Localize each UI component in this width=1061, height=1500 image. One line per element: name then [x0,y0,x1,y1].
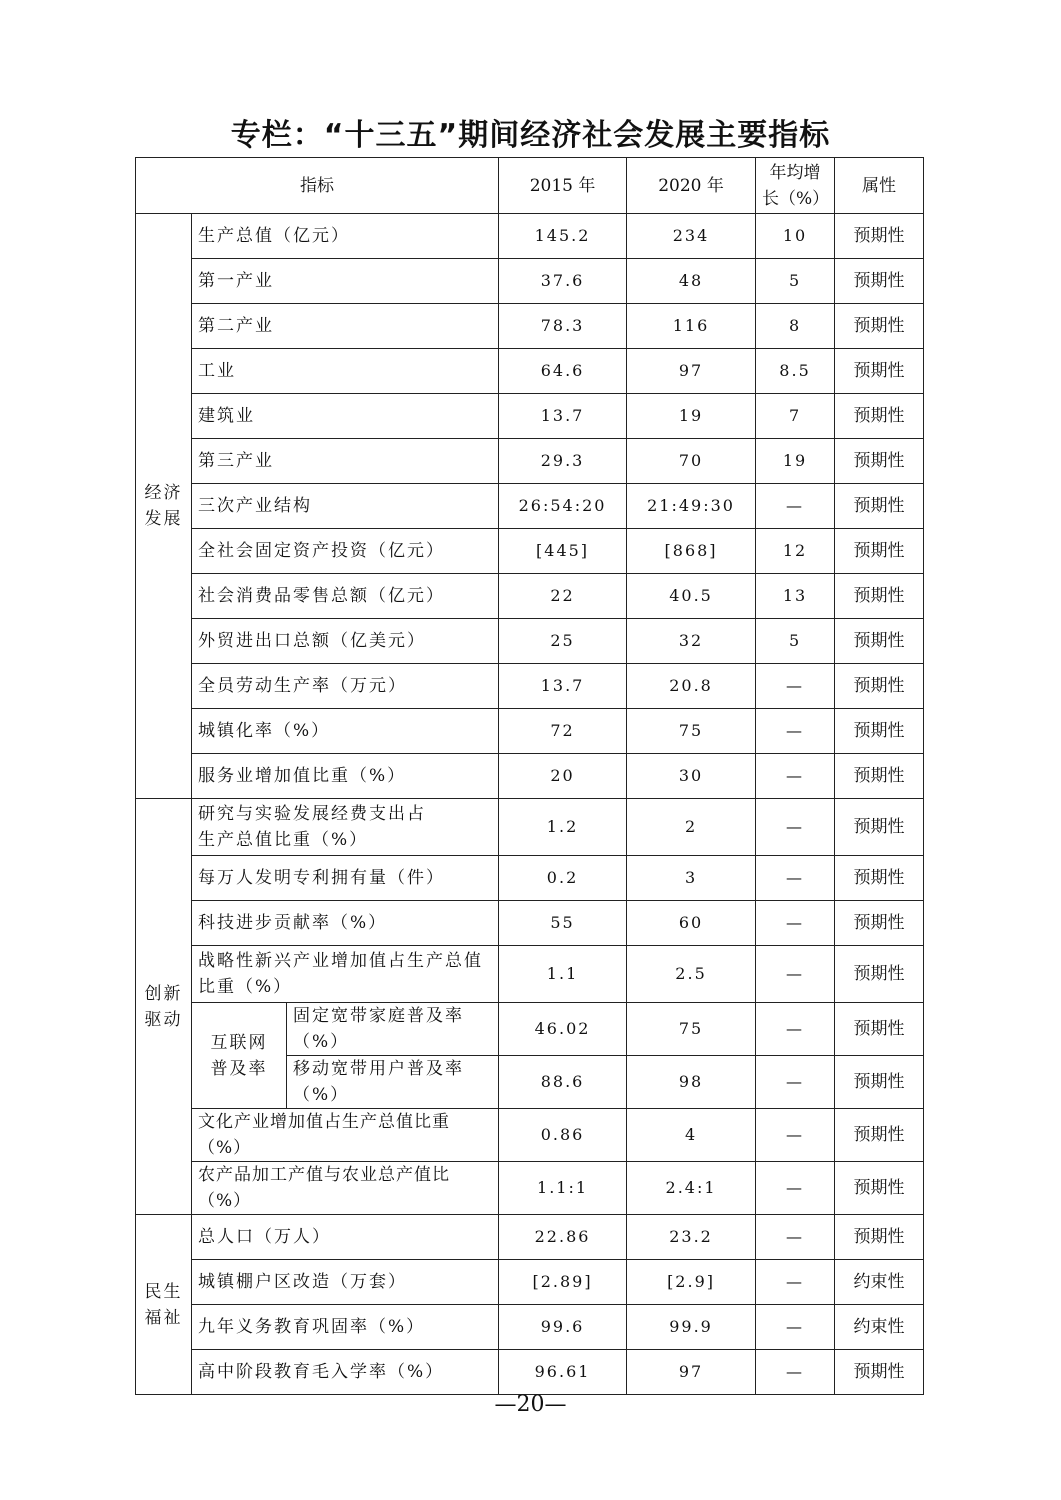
value-2015: 25 [499,619,627,664]
table-row [136,394,924,439]
value-2015: 22.86 [499,1215,627,1260]
value-growth: — [756,1215,835,1260]
row-label: 固定宽带家庭普及率（%） [287,1003,499,1056]
value-2020: 40.5 [627,574,756,619]
value-2015: 46.02 [499,1003,627,1056]
value-2020: [868] [627,529,756,574]
row-label: 文化产业增加值占生产总值比重（%） [192,1109,499,1162]
table-row [136,1109,924,1162]
table-row [136,214,924,259]
value-attr: 预期性 [835,1162,924,1215]
value-2020: 99.9 [627,1305,756,1350]
value-attr: 预期性 [835,754,924,799]
row-label: 九年义务教育巩固率（%） [192,1305,499,1350]
value-attr: 预期性 [835,484,924,529]
table-row [136,439,924,484]
table-row [136,1003,924,1056]
row-label: 每万人发明专利拥有量（件） [192,856,499,901]
value-2020: 21:49:30 [627,484,756,529]
value-2015: 72 [499,709,627,754]
value-2020: 30 [627,754,756,799]
value-attr: 预期性 [835,946,924,1003]
table-row [136,856,924,901]
value-attr: 预期性 [835,901,924,946]
value-growth: — [756,799,835,856]
value-2015: 145.2 [499,214,627,259]
value-growth: — [756,946,835,1003]
value-attr: 预期性 [835,349,924,394]
row-label: 建筑业 [192,394,499,439]
value-growth: 5 [756,259,835,304]
category-welfare: 民生 福祉 [136,1215,192,1395]
value-growth: — [756,1056,835,1109]
table-row [136,1350,924,1395]
value-2015: 0.2 [499,856,627,901]
value-2020: 75 [627,1003,756,1056]
page-title: 专栏：“十三五”期间经济社会发展主要指标 [230,118,831,153]
row-label: 总人口（万人） [192,1215,499,1260]
value-2015: 99.6 [499,1305,627,1350]
value-2015: 13.7 [499,394,627,439]
table-row [136,259,924,304]
row-label: 社会消费品零售总额（亿元） [192,574,499,619]
value-attr: 预期性 [835,529,924,574]
value-growth: — [756,484,835,529]
row-label: 外贸进出口总额（亿美元） [192,619,499,664]
value-attr: 预期性 [835,1215,924,1260]
value-attr: 预期性 [835,799,924,856]
value-attr: 预期性 [835,439,924,484]
header-indicator: 指标 [136,158,499,214]
value-attr: 预期性 [835,1003,924,1056]
value-growth: — [756,664,835,709]
value-growth: — [756,709,835,754]
value-2020: 4 [627,1109,756,1162]
table-row [136,484,924,529]
table-row [136,664,924,709]
category-innovation: 创新 驱动 [136,799,192,1215]
value-2015: [2.89] [499,1260,627,1305]
value-growth: 12 [756,529,835,574]
value-2015: 22 [499,574,627,619]
value-growth: — [756,901,835,946]
value-2015: 0.86 [499,1109,627,1162]
row-label: 城镇棚户区改造（万套） [192,1260,499,1305]
value-2015: 13.7 [499,664,627,709]
value-2020: 3 [627,856,756,901]
value-growth: 7 [756,394,835,439]
value-2015: 26:54:20 [499,484,627,529]
value-2020: 116 [627,304,756,349]
value-growth: — [756,1350,835,1395]
table-row [136,754,924,799]
table-row [136,1215,924,1260]
table-row [136,709,924,754]
table-row [136,1305,924,1350]
value-2015: 1.1:1 [499,1162,627,1215]
value-attr: 预期性 [835,709,924,754]
row-label: 高中阶段教育毛入学率（%） [192,1350,499,1395]
value-attr: 约束性 [835,1260,924,1305]
value-2015: [445] [499,529,627,574]
value-growth: — [756,1260,835,1305]
value-attr: 预期性 [835,856,924,901]
table-row [136,349,924,394]
value-2020: [2.9] [627,1260,756,1305]
value-attr: 预期性 [835,394,924,439]
value-attr: 预期性 [835,304,924,349]
value-2015: 29.3 [499,439,627,484]
table-row [136,946,924,1003]
value-2020: 2 [627,799,756,856]
value-attr: 预期性 [835,1109,924,1162]
row-label: 农产品加工产值与农业总产值比（%） [192,1162,499,1215]
value-2015: 55 [499,901,627,946]
value-2020: 19 [627,394,756,439]
row-label: 服务业增加值比重（%） [192,754,499,799]
table-row [136,619,924,664]
page-number: —20— [494,1392,567,1417]
row-label: 三次产业结构 [192,484,499,529]
value-attr: 预期性 [835,574,924,619]
value-attr: 预期性 [835,1350,924,1395]
header-2015: 2015 年 [499,158,627,214]
table-row [136,574,924,619]
value-attr: 预期性 [835,664,924,709]
value-attr: 预期性 [835,259,924,304]
indicators-table [135,157,924,1395]
value-growth: — [756,1162,835,1215]
value-2015: 1.1 [499,946,627,1003]
value-growth: — [756,1003,835,1056]
value-growth: — [756,1305,835,1350]
value-attr: 约束性 [835,1305,924,1350]
value-2015: 78.3 [499,304,627,349]
value-attr: 预期性 [835,214,924,259]
row-label: 全社会固定资产投资（亿元） [192,529,499,574]
row-label: 第三产业 [192,439,499,484]
row-label: 科技进步贡献率（%） [192,901,499,946]
value-2020: 60 [627,901,756,946]
value-2015: 96.61 [499,1350,627,1395]
value-attr: 预期性 [835,1056,924,1109]
value-growth: 13 [756,574,835,619]
value-2020: 70 [627,439,756,484]
value-2020: 23.2 [627,1215,756,1260]
value-growth: 10 [756,214,835,259]
value-growth: — [756,754,835,799]
table-row [136,799,924,856]
header-attr: 属性 [835,158,924,214]
header-growth: 年均增 长（%） [756,158,835,214]
value-growth: — [756,1109,835,1162]
value-2020: 20.8 [627,664,756,709]
header-row [136,158,924,214]
category-economy: 经济 发展 [136,214,192,799]
table-row [136,1260,924,1305]
row-label: 生产总值（亿元） [192,214,499,259]
value-2020: 97 [627,1350,756,1395]
row-label: 战略性新兴产业增加值占生产总值 比重（%） [192,946,499,1003]
value-2020: 234 [627,214,756,259]
table-row [136,304,924,349]
value-2020: 2.5 [627,946,756,1003]
header-2020: 2020 年 [627,158,756,214]
value-growth: 5 [756,619,835,664]
row-label: 第一产业 [192,259,499,304]
row-label: 城镇化率（%） [192,709,499,754]
value-2020: 75 [627,709,756,754]
value-2020: 98 [627,1056,756,1109]
row-label: 移动宽带用户普及率（%） [287,1056,499,1109]
value-2015: 20 [499,754,627,799]
table-row [136,1162,924,1215]
value-2020: 32 [627,619,756,664]
value-2015: 88.6 [499,1056,627,1109]
table-row [136,901,924,946]
value-2015: 37.6 [499,259,627,304]
row-label: 全员劳动生产率（万元） [192,664,499,709]
value-2020: 97 [627,349,756,394]
table-row [136,529,924,574]
value-2015: 1.2 [499,799,627,856]
row-label: 工业 [192,349,499,394]
value-2020: 48 [627,259,756,304]
value-growth: 19 [756,439,835,484]
value-growth: 8 [756,304,835,349]
row-label: 第二产业 [192,304,499,349]
subcategory-internet: 互联网 普及率 [192,1003,287,1109]
value-2015: 64.6 [499,349,627,394]
value-growth: 8.5 [756,349,835,394]
value-growth: — [756,856,835,901]
row-label: 研究与实验发展经费支出占 生产总值比重（%） [192,799,499,856]
value-attr: 预期性 [835,619,924,664]
value-2020: 2.4:1 [627,1162,756,1215]
